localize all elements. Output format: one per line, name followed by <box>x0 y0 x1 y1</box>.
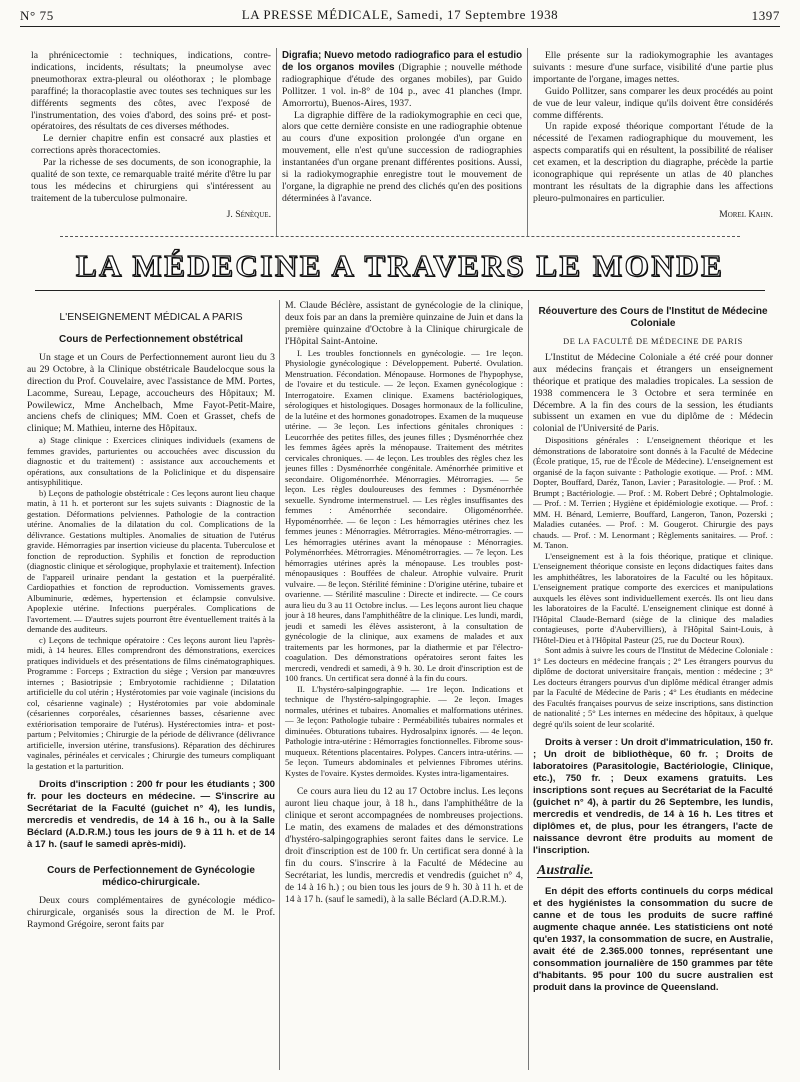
top-column-2 <box>282 50 522 250</box>
column-rule <box>528 300 529 1070</box>
section-banner: LA MÉDECINE A TRAVERS LE MONDE <box>75 248 725 283</box>
column-rule <box>276 48 277 236</box>
paragraph: b) Leçons de pathologie obstétricale : Ces leçons auront lieu chaque matin, à 11 h. et porteront sur les sujets suivants : Diagnostic de la gestation. Déformations pelviennes. Pathologie de la contraction utérine. Anomalies de la dilatation du col. Complications de la délivrance. Gestations multiples. Anomalies de situation de l'utérus gravide. Hémorragies par insertion vicieuse du placenta. Tuberculose et fonction de reproduction. Syphilis et fonction de reproduction (diagnostic clinique et sérologique, prophylaxie et traitement). Infection de l'appareil urinaire pendant la gestation et la puerpéralité. Cardiopathies et fonction de reproduction. Vomissements graves. Albuminurie, œdèmes, hypertension et éclampsie convulsive. Apoplexie utérine. Infections puerpérales. Complications de l'avortement. — D'autres sujets pourront être éventuellement traités à la demande des auditeurs. <box>27 487 275 635</box>
article-title: Réouverture des Cours de l'Institut de Médecine Coloniale <box>538 306 768 329</box>
top-column-1 <box>31 50 271 250</box>
journal-title: LA PRESSE MÉDICALE, Samedi, 17 Septembre 1938 <box>241 7 559 22</box>
column-rule <box>527 48 528 236</box>
paragraph: Un stage et un Cours de Perfectionnement auront lieu du 3 au 29 Octobre, à la Clinique obstétricale Baudelocque sous la direction du Prof. Couvelaire, avec l'assistance de MM. Portes, Lacomme, Sureau, Lepage, accoucheurs des Hôpitaux; M. Powilewicz, Mme Anchelbach, Mme Fayot-Petit-Maire, anciens chefs de cliniques; MM. Coen et Grasset, chefs de clinique; M. Mathieu, interne des Hôpitaux. <box>27 351 275 435</box>
book-reference: (Digraphie ; nouvelle méthode radiographique d'étude des organes mobiles), par Guido Pollitzer. 1 vol. in-8° de 104 p., avec 41 planches (Impr. Amorrortu), Buenos-Aires, 1937. <box>282 61 522 109</box>
issue-number: N° 75 <box>20 8 54 23</box>
paragraph: M. Claude Béclère, assistant de gynécologie de la clinique, deux fois par an dans la première quinzaine de Juin et dans la première quinzaine d'Octobre à la Clinique chirurgicale de l'Hôpital Saint-Antoine. <box>285 300 523 347</box>
paragraph: c) Leçons de technique opératoire : Ces leçons auront lieu l'après-midi, à 14 heures. Elles comprendront des démonstrations, exercices pratiques individuels et des présentations de films cinématographiques. Programme : Forceps ; Extraction du siège ; Version par manœuvres internes ; Basiotripsie ; Embryotomie rachidienne ; Dilatation artificielle du col utérin ; Hystérotomies par voie vaginale (incisions du col, césarienne vaginale) ; Hystérotomies par voie abdominale (césariennes corporéales, césariennes basses, césarienne avec extériorisation temporaire de l'utérus). Hystérectomies intra- et post-partum ; Pelvitomies ; Chirurgie de la période de délivrance (délivrance artificielle, inversion utérine, transfusions). Réparation des déchirures vaginales, périnéales et cervicales ; Chirurgie des tumeurs compliquant la gestation et la parturition. <box>27 634 275 771</box>
paragraph: II. L'hystéro-salpingographie. — 1re leçon. Indications et technique de l'hystéro-salpingographie. — 2e leçon. Images normales, utérines et tubaires. Anomalies et malformations utérines. — 3e leçon: Pathologie tubaire : Perméabilités tubaires normales et diminuées. Obturations tubaires. Hydrosalpinx ignorés. — 4e leçon. Pathologie intra-utérine : Hémorragies fonctionnelles. Fibrome sous-muqueux. Rétentions placentaires. Polypes. Cancers intra-utérins. — 5e leçon. Tumeurs abdominales et pelviennes Fibromes utérins. Kystes de l'ovaire. Kystes dermoïdes. Kystes intra-ligamentaires. <box>285 683 523 778</box>
paragraph: Sont admis à suivre les cours de l'Institut de Médecine Coloniale : 1° Les docteurs en médecine français ; 2° Les étrangers pourvus du diplôme de doctorat universitaire français, mention : médecine ; 3° Les docteurs étrangers pourvus d'un diplôme médical étranger admis par la Faculté de Médecine de Paris ; 4° Les étudiants en médecine des Facultés françaises pourvus de seize inscriptions, sans distinction de nationalité ; 5° Les internes en médecine des hôpitaux, à quelque degré qu'ils soient de leur scolarité. <box>533 645 773 729</box>
paragraph: La digraphie diffère de la radiokymographie en ceci que, alors que cette dernière consiste en une radiographie obtenue au cours d'une exposition prolongée d'un organe en mouvement, elle n'est qu'une succession de radiographies instantanées d'un organe prenant différentes positions. Aussi, si la radiokymographie enregistre tout le mouvement de l'organe, la digraphie ne prend des clichés qu'en des positions déterminées à l'avance. <box>282 109 522 204</box>
paragraph: Deux cours complémentaires de gynécologie médico-chirurgicale, organisés sous la direction de M. le Prof. Raymond Grégoire, seront faits par <box>27 895 275 931</box>
paragraph: Un rapide exposé théorique comportant l'étude de la nécessité de l'examen radiographique du mouvement, les aspects comparatifs qui en résultent, la possibilité de réaliser cet examen, et la description du diagraphe, précède la partie iconographique qui représente un atlas de 40 planches montrant les résultats de la digraphie dans les affections pleuro-pulmonaires en particulier. <box>533 121 773 204</box>
top-column-3 <box>533 50 773 250</box>
article-title: Cours de Perfectionnement de Gynécologie médico-chirurgicale. <box>47 865 255 889</box>
author-signature: J. Sénèque. <box>226 208 271 220</box>
article-title: Cours de Perfectionnement obstétrical <box>59 333 243 345</box>
paragraph: Elle présente sur la radiokymographie les avantages suivants : mesure d'une surface, visibilité d'une partie plus importante de l'organe, images nettes. <box>533 50 773 85</box>
registration-info: Ce cours aura lieu du 12 au 17 Octobre inclus. Les leçons auront lieu chaque jour, à 18 h., dans l'amphithéâtre de la clinique et seront accompagnées de nombreuses projections. Le matin, des examens de malades et des démonstrations d'hystéro-salpingographies seront faites dans le service. Le droit d'inscription est de 100 fr. Un certificat sera donné à la fin du cours. S'inscrire à la Faculté de Médecine au Secrétariat, les lundis, mercredis et vendredis (guichet n° 4, de 14 à 16 h.) ; ou bien tous les jours de 9 h. 30 à 11 h. et de 14 à 17 h. (sauf le samedi), à la salle Béclard (A.D.R.M.). <box>285 786 523 906</box>
paragraph: la phrénicectomie : techniques, indications, contre-indications, incidents, résultats; la pneumolyse avec pneumothorax extra-pleural ou oléothorax ; le plombage paraffiné; la thoracoplastie avec toutes ses techniques sur les différents segments des côtes, avec l'exposé de l'instrumentation, des voies d'abord, des soins pré- et post-opératoires, des résultats de ces diverses méthodes. <box>31 50 271 133</box>
column-3 <box>533 300 773 1070</box>
section-separator <box>60 236 740 237</box>
paragraph: Par la richesse de ses documents, de son iconographie, la qualité de son texte, ce remarquable traité mérite d'être lu par tous les médecins et chirurgiens qui s'intéressent au traitement de la tuberculose pulmonaire. <box>31 157 271 204</box>
registration-info: Droits d'inscription : 200 fr pour les étudiants ; 300 fr. pour les docteurs en médecine. — S'inscrire au Secrétariat de la Faculté (guichet n° 4), les lundis, mercredis et vendredis, de 14 à 16 h., ou à la Salle Béclard (A.D.R.M.) tous les jours de 9 à 11 h. et de 14 à 17 h. (sauf le samedi après-midi). <box>27 779 275 851</box>
paragraph: Dispositions générales : L'enseignement théorique et les démonstrations de laboratoire sont donnés à la Faculté de Médecine (École pratique, 15, rue de l'École de Médecine). L'enseignement est organisé de la façon suivante : Pathologie exotique. — Prof. : MM. Dopter, Bouffard, Daréz, Tanon, Lavier ; Parasitologie. — Prof. : M. Brumpt ; Bactériologie. — Prof. : M. Robert Debré ; Ophtalmologie. — Prof. : M. Terrien ; Hygiène et épidémiologie exotique. — Prof. : MM. H. Bénard, Lemierre, Bouffard, Langeron, Tanon, Pozerski ; Maladies cutanées. — Prof. : M. Gougerot. Chirurgie des pays chauds. — Prof. : M. Lenormant ; Règlements sanitaires. — Prof. : M. Tanon. <box>533 435 773 551</box>
book-title: Digrafia; Nuevo metodo radiografico para el estudio de los organos moviles <box>282 50 522 73</box>
banner-rule <box>35 290 765 291</box>
page-header <box>20 4 780 27</box>
article-subtitle: DE LA FACULTÉ DE MÉDECINE DE PARIS <box>563 337 743 346</box>
paragraph: Le dernier chapitre enfin est consacré aux plasties et corrections après thoracectomies. <box>31 133 271 157</box>
column-2 <box>285 300 523 1070</box>
section-heading: L'ENSEIGNEMENT MÉDICAL A PARIS <box>59 311 243 323</box>
section-heading-australie: Australie. <box>537 863 594 879</box>
paragraph: L'Institut de Médecine Coloniale a été créé pour donner aux médecins français et étrangers un enseignement théorique et pratique des maladies tropicales. La session de 1938 commencera le 3 Octobre et sera terminée en Décembre. A la fin des cours de la session, les étudiants subissent un examen en vue du diplôme de : Médecin colonial de l'Université de Paris. <box>533 351 773 435</box>
paragraph: a) Stage clinique : Exercices cliniques individuels (examens de femmes gravides, parturientes ou accouchées avec discussion du diagnostic et du traitement) : assistance aux accouchements et opérations, aux consultations de la Policlinique et du dispensaire antisyphilitique. <box>27 435 275 488</box>
paragraph: L'enseignement est à la fois théorique, pratique et clinique. L'enseignement théorique consiste en leçons didactiques faites dans les amphithéâtres, les laboratoires de la Faculté ou les hôpitaux. L'enseignement pratique comporte des exercices et manipulations auxquels les élèves sont individuellement exercés. Ils ont lieu dans les laboratoires de la Faculté. L'enseignement clinique est donné à l'Hôpital Claude-Bernard (siège de la clinique des maladies contagieuses, porte d'Aubervilliers), à l'Hôpital Saint-Louis, à l'Hôtel-Dieu et à l'Hôpital Pasteur (25, rue du Docteur Roux). <box>533 550 773 645</box>
paragraph: En dépit des efforts continuels du corps médical et des hygiénistes la consommation du sucre de canne et de tous les produits de sucre raffiné augmente chaque année. Les statisticiens ont noté qu'en 1937, la consommation de sucre, en Australie, avait été de 2.365.000 tonnes, représentant une consommation journalière de 150 grammes par tête d'habitants. 95 pour 100 du sucre australien est produit dans la province de Queensland. <box>533 886 773 994</box>
author-signature: Morel Kahn. <box>719 208 773 220</box>
paragraph: Guido Pollitzer, sans comparer les deux procédés au point de vue de leur valeur, indique qu'ils doivent être considérés comme différents. <box>533 85 773 121</box>
registration-info: Droits à verser : Un droit d'immatriculation, 150 fr. ; Un droit de bibliothèque, 60 fr. ; Droits de laboratoires (Parasitologie, Bactériologie, Clinique, etc.), 750 fr. ; Deux examens gratuits. Les inscriptions sont reçues au Secrétariat de la Faculté (guichet n° 4), à partir du 26 Septembre, les lundis, mercredis et vendredis, de 14 à 16 h. Les titres et diplômes et, de plus, pour les étrangers, l'acte de naissance devront être produits au moment de l'inscription. <box>533 737 773 857</box>
column-1 <box>27 310 275 1070</box>
column-rule <box>279 300 280 1070</box>
page-number: 1397 <box>751 8 780 23</box>
paragraph: I. Les troubles fonctionnels en gynécologie. — 1re leçon. Physiologie gynécologique : Développement. Puberté. Ovulation. Menstruation. Fécondation. Ménopause. Hormones de l'hypophyse, de l'ovaire et du testicule. — 2e leçon. Examen gynécologique : Interrogatoire. Examen clinique. Examens bactériologiques, sérologiques et histologiques. Dosages hormonaux de la folliculine, de la lutéine et des hormones gonadotropes. Examen de la muqueuse utérine. — 3e leçon. Les infections génitales chroniques : Leucorrhée des petites filles, des jeunes filles ; Dysménorrhée chez les femmes âgées après la ménopause. Traitement des métrites cervicales chroniques. — 4e leçon. Les troubles des règles chez les jeunes filles : Dysménorrhée congénitale. Aménorrhée primitive et secondaire. Oligoménorrhée. Ménorragies. Métrorragies. — 5e leçon. Les règles douloureuses des femmes : Dysménorrhée sexuelle. Syndrome intermenstruel. — Les règles insuffisantes des femmes : Aménorrhée secondaire. Oligoménorrhée. Hypoménorrhée. — 6e leçon : Les hémorragies utérines chez les femmes jeunes : Ménorragies. Métrorragies. Méno-métrorragies. — Les hémorragies utérines avant la ménopause : Ménorragies. Polyménorrhées. Métrorragies. Ménométrorragies. — 7e leçon. Les hémorragies utérines après la ménopause. Les troubles post-ménopausiques : Bouffées de chaleur. Atrophie vulvaire. Prurit vulvaire. — 8e leçon. Stérilité féminine : D'origine utérine, tubaire et ovarienne. — Stérilité masculine : Directe et indirecte. — Ce cours aura lieu du 3 au 11 Octobre inclus. — Les leçons auront lieu chaque jour à 18 heures, dans l'amphithéâtre de la clinique. Les lundi, mardi, jeudi et samedi les élèves assisteront, à la consultation de gynécologie de la clinique, aux examens de malades et aux traitements par les hormones, par la diathermie et par l'électro-coagulation. Des démonstrations opératoires seront faites les mercredi, vendredi et samedi, à 9 h. 30. Le droit d'inscription est de 100 francs. Un certificat sera donné à la fin du cours. <box>285 347 523 684</box>
